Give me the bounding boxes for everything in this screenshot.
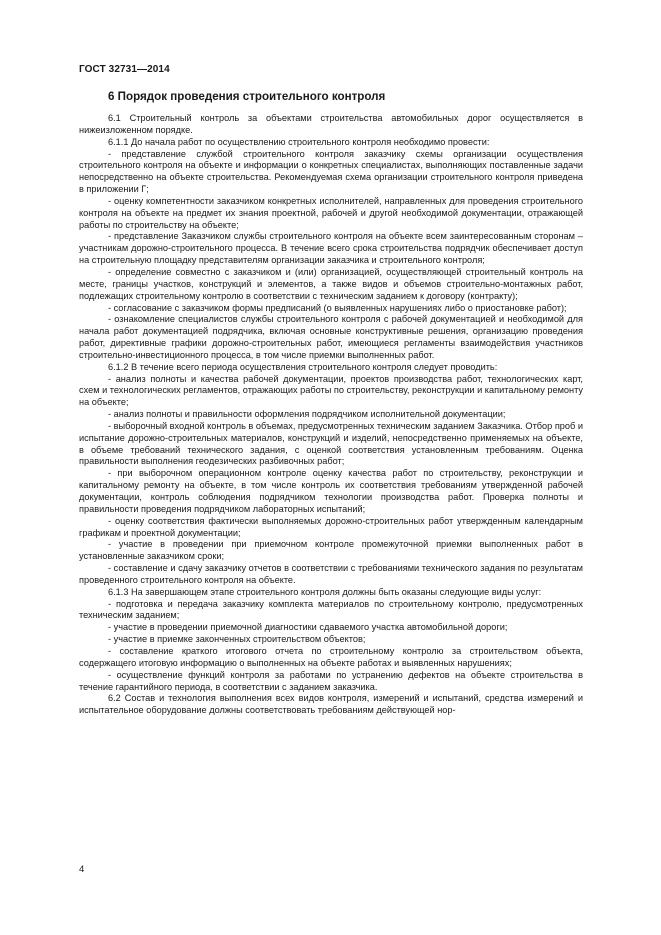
paragraph-6-1-2: 6.1.2 В течение всего периода осуществления строительного контроля следует проводить: [108, 361, 498, 372]
document-body [79, 113, 583, 717]
page-number: 4 [79, 864, 85, 875]
list-item: - при выборочном операционном контроле оценку качества работ по строительству, реконструкции и капитальному ремонту на объекте, в том числе контроль их соответствия требованиям утвержденной рабочей документации, контроль соблюдения подрядчиком технологии производства работ. Проверка полноты и правильности проведения подрядчиком лабораторных испытаний; [79, 468, 583, 514]
list-item: - участие в проведении приемочной диагностики сдаваемого участка автомобильной дороги; [108, 622, 508, 633]
document-header: ГОСТ 32731—2014 [79, 64, 170, 75]
list-item: - согласование с заказчиком формы предписаний (о выявленных нарушениях либо о приостановке работ); [108, 302, 567, 313]
list-item: - оценку компетентности заказчиком конкретных исполнителей, направленных для проведения строительного контроля на объекте на предмет их знания проектной, рабочей и другой необходимой документации, отражающей работы по строительству на объекте; [79, 195, 583, 230]
list-item: - анализ полноты и правильности оформления подрядчиком исполнительной документации; [108, 409, 506, 420]
list-item: - участие в приемке законченных строительством объектов; [108, 634, 366, 645]
list-item: - представление Заказчиком службы строительного контроля на объекте всем заинтересованным сторонам – участникам дорожно-строительного процесса. В течение всего срока строительства подрядчик обеспечивает доступ на строительную площадку представителям организации заказчика и строительного контроля; [79, 231, 583, 266]
paragraph-6-1-1: 6.1.1 До начала работ по осуществлению строительного контроля необходимо провести: [108, 136, 490, 147]
list-item: - выборочный входной контроль в объемах, предусмотренных техническим заданием Заказчика. Отбор проб и испытание дорожно-строительных материалов, конструкций и изделий, непосредственно применяемых на объекте, в объеме требований технического задания, с оценкой соответствия установленным требованиям. Оценка правильности выполнения геодезических разбивочных работ; [79, 420, 583, 467]
paragraph-6-2: 6.2 Состав и технология выполнения всех видов контроля, измерений и испытаний, средства измерений и испытательное оборудование должны соответствовать требованиям действующей нор- [79, 693, 583, 716]
paragraph-6-1-3: 6.1.3 На завершающем этапе строительного контроля должны быть оказаны следующие виды услуг: [108, 586, 542, 597]
list-item: - составление краткого итогового отчета по строительному контролю за строительством объекта, содержащего итоговую информацию о выполненных на объекте работах и выявленных нарушениях; [79, 645, 583, 668]
list-item: - подготовка и передача заказчику комплекта материалов по строительному контролю, предусмотренных техническим заданием; [79, 598, 583, 621]
paragraph-6-1: 6.1 Строительный контроль за объектами строительства автомобильных дорог осуществляется в нижеизложенном порядке. [79, 113, 583, 135]
section-title: 6 Порядок проведения строительного контроля [108, 90, 386, 103]
list-item: - представление службой строительного контроля заказчику схемы организации осуществления строительного контроля на объекте и информации о конкретных специалистах, выполняющих поставленные задачи непосредственно на объекте строительства. Рекомендуемая схема организации строительного контроля приведена в приложении Г; [79, 148, 583, 195]
list-item: - осуществление функций контроля за работами по устранению дефектов на объекте строительства в течение гарантийного периода, в соответствии с заданием заказчика. [79, 669, 583, 692]
list-item: - анализ полноты и качества рабочей документации, проектов производства работ, технологических карт, схем и технологических регламентов, отражающих работы по строительству, реконструкции и капитальному ремонту на объекте; [79, 373, 583, 408]
list-item: - оценку соответствия фактически выполняемых дорожно-строительных работ утвержденным календарным графикам и проектной документации; [79, 515, 583, 538]
list-item: - участие в проведении при приемочном контроле промежуточной приемки выполненных работ в установленные заказчиком сроки; [79, 539, 583, 562]
list-item: - ознакомление специалистов службы строительного контроля с рабочей документацией и необходимой для начала работ документацией подрядчика, включая основные конструктивные решения, организацию проведения работ, директивные графики дорожно-строительных работ, имеющиеся регламенты взаимодействия участников строительно-инвестиционного процесса, в том числе приемки выполненных работ. [79, 314, 583, 360]
list-item: - составление и сдачу заказчику отчетов в соответствии с требованиями технического задания по результатам проведенного строительного контроля на объекте. [79, 563, 583, 585]
list-item: - определение совместно с заказчиком и (или) организацией, осуществляющей строительный контроль на месте, границы участков, конструкций и элементов, а также видов и объемов строительно-монтажных работ, подлежащих строительному контролю в соответствии с техническим заданием к договору (контракту); [79, 266, 583, 301]
